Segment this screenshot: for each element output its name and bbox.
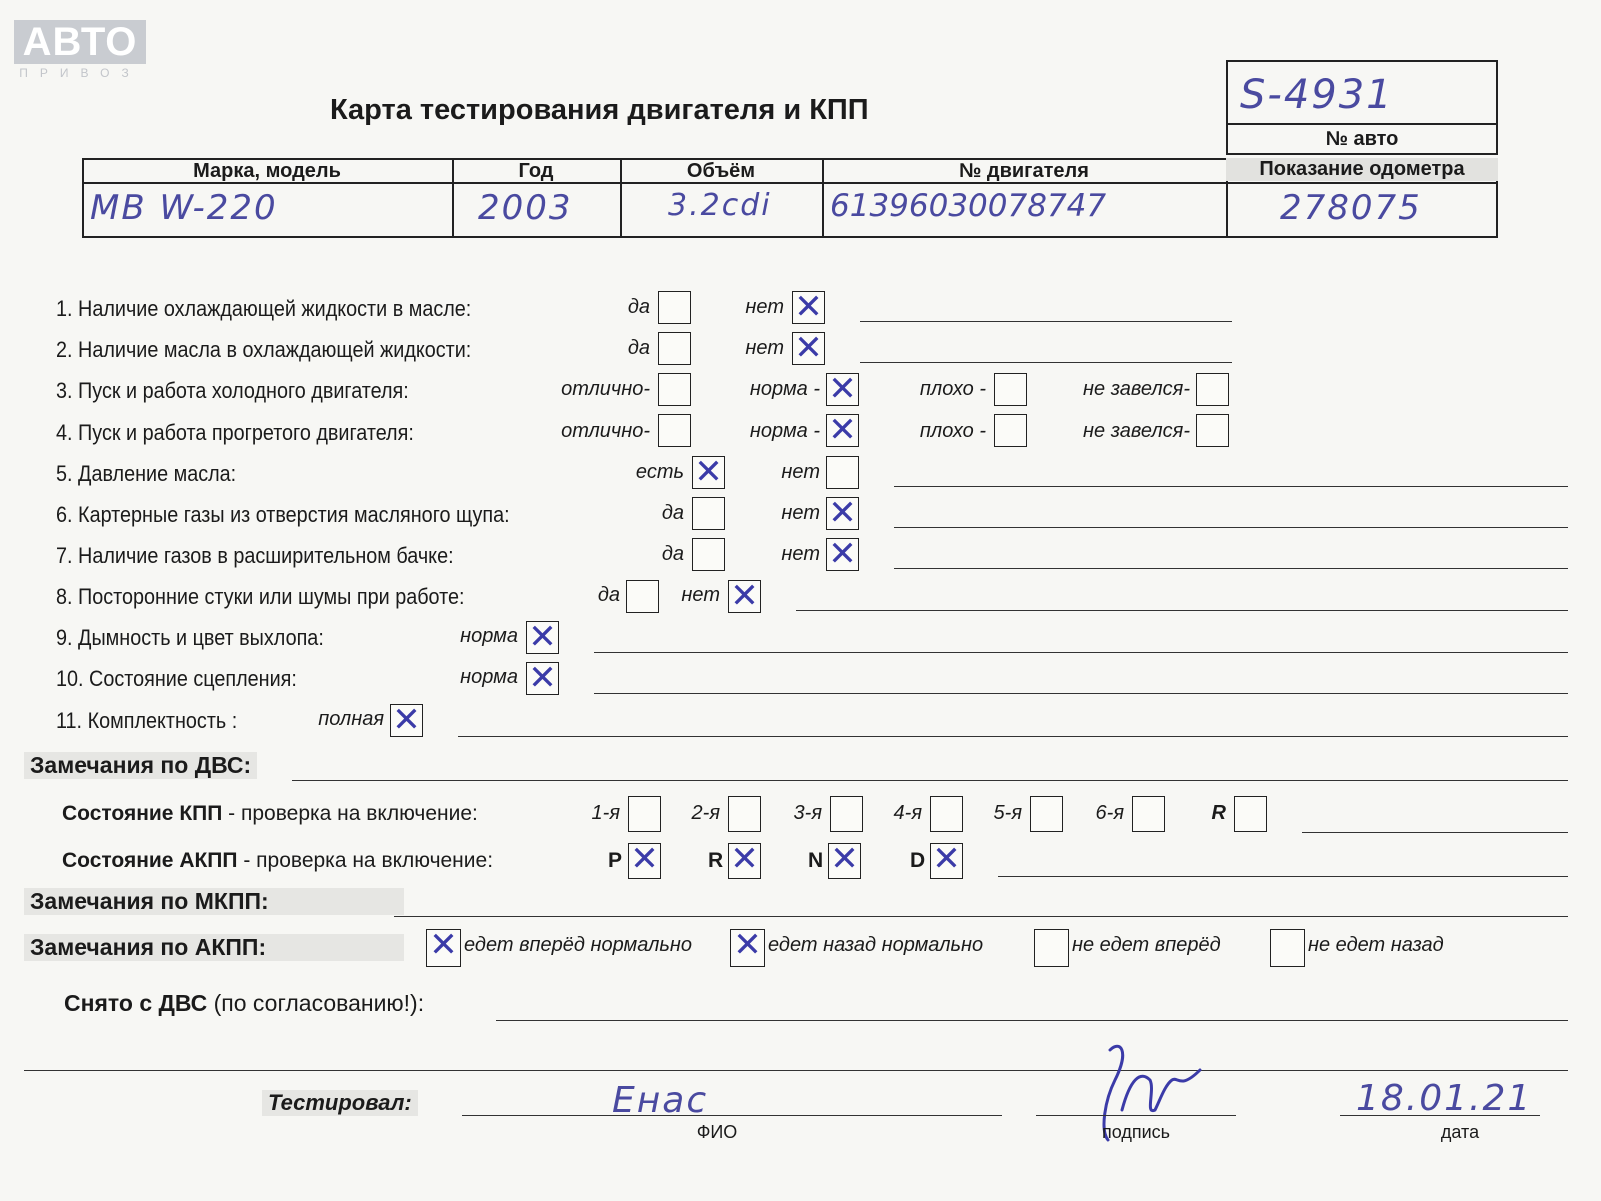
row-4-label: 4. Пуск и работа прогретого двигателя: [56, 420, 414, 445]
remarks-mkpp-label: Замечания по МКПП: [24, 888, 404, 915]
row-4-opt-1-checkbox[interactable] [658, 414, 691, 447]
row-3-opt-3-label: плохо - [919, 378, 986, 400]
akpp-no-backward-checkbox[interactable] [1270, 929, 1305, 967]
row-6-opt-2-label: нет [781, 502, 820, 524]
row-4-opt-4-label: не завелся- [1083, 420, 1190, 442]
akpp-forward-ok-label: едет вперёд нормально [464, 934, 693, 956]
removed-label: Снято с ДВС (по согласованию!): [64, 990, 425, 1016]
tested-label: Тестировал: [262, 1090, 418, 1116]
row-8-opt-2-label: нет [681, 584, 720, 606]
row-9-label: 9. Дымность и цвет выхлопа: [56, 625, 324, 650]
akpp-gear-d-checkbox[interactable]: ✕ [930, 843, 963, 879]
row-5-opt-2-label: нет [781, 461, 820, 483]
car-number-value: S-4931 [1240, 72, 1394, 118]
akpp-no-forward-checkbox[interactable] [1034, 929, 1069, 967]
row-5-opt-2-checkbox[interactable] [826, 456, 859, 489]
row-8-opt-1-checkbox[interactable] [626, 580, 659, 613]
row-4-opt-2-checkbox[interactable]: ✕ [826, 414, 859, 447]
col-volume: Объём [686, 160, 756, 182]
kpp-gear-5-label: 5-я [993, 802, 1022, 824]
kpp-gear-3-label: 3-я [793, 802, 822, 824]
kpp-gear-6-label: 6-я [1095, 802, 1124, 824]
car-number-label: № авто [1325, 128, 1399, 150]
row-10-opt-1-label: норма [460, 666, 518, 688]
kpp-gear-3-checkbox[interactable] [830, 796, 863, 832]
kpp-gear-r-label: R [1211, 802, 1226, 824]
row-4-opt-4-checkbox[interactable] [1196, 414, 1229, 447]
row-9-opt-1-label: норма [460, 625, 518, 647]
col-year: Год [518, 160, 554, 182]
row-3-label: 3. Пуск и работа холодного двигателя: [56, 378, 409, 403]
row-2-opt-1-checkbox[interactable] [658, 332, 691, 365]
row-1-opt-2-label: нет [745, 296, 784, 318]
row-7-opt-2-checkbox[interactable]: ✕ [826, 538, 859, 571]
kpp-gear-6-checkbox[interactable] [1132, 796, 1165, 832]
remarks-akpp-label: Замечания по АКПП: [24, 934, 404, 961]
akpp-gear-r-label: R [708, 849, 724, 872]
row-1-label: 1. Наличие охлаждающей жидкости в масле: [56, 296, 472, 321]
kpp-gear-5-checkbox[interactable] [1030, 796, 1063, 832]
row-6-opt-1-label: да [661, 502, 684, 524]
row-7-opt-2-label: нет [781, 543, 820, 565]
akpp-forward-ok-checkbox[interactable]: ✕ [426, 929, 461, 967]
col-odometer: Показание одометра [1226, 158, 1498, 181]
row-4-opt-2-label: норма - [749, 420, 820, 442]
akpp-gear-n-label: N [808, 849, 824, 872]
kpp-gear-r-checkbox[interactable] [1234, 796, 1267, 832]
akpp-label: Состояние АКПП - проверка на включение: [62, 849, 494, 872]
kpp-gear-1-checkbox[interactable] [628, 796, 661, 832]
row-8-opt-2-checkbox[interactable]: ✕ [728, 580, 761, 613]
value-volume: 3.2cdi [668, 188, 772, 223]
row-3-opt-2-label: норма - [749, 378, 820, 400]
logo-subtitle: ПРИВОЗ [19, 66, 141, 80]
remarks-engine-label: Замечания по ДВС: [24, 752, 257, 779]
row-5-opt-1-label: есть [635, 461, 684, 483]
test-date: 18.01.21 [1356, 1078, 1533, 1119]
row-2-opt-2-checkbox[interactable]: ✕ [792, 332, 825, 365]
row-4-opt-3-checkbox[interactable] [994, 414, 1027, 447]
row-11-opt-1-label: полная [318, 708, 384, 730]
row-7-opt-1-label: да [661, 543, 684, 565]
row-6-label: 6. Картерные газы из отверстия масляного щупа: [56, 502, 510, 527]
row-6-opt-1-checkbox[interactable] [692, 497, 725, 530]
tester-name: Енас [612, 1080, 709, 1121]
row-7-label: 7. Наличие газов в расширительном бачке: [56, 543, 454, 568]
row-3-opt-4-checkbox[interactable] [1196, 373, 1229, 406]
name-caption: ФИО [696, 1122, 738, 1142]
akpp-gear-p-label: P [608, 849, 623, 872]
col-engine-number: № двигателя [959, 160, 1089, 182]
akpp-gear-d-label: D [910, 849, 926, 872]
kpp-gear-4-checkbox[interactable] [930, 796, 963, 832]
row-5-label: 5. Давление масла: [56, 461, 237, 486]
logo: АВТО [14, 20, 146, 64]
row-7-opt-1-checkbox[interactable] [692, 538, 725, 571]
row-10-label: 10. Состояние сцепления: [56, 666, 297, 691]
row-8-label: 8. Посторонние стуки или шумы при работе: [56, 584, 465, 609]
akpp-gear-n-checkbox[interactable]: ✕ [828, 843, 861, 879]
value-year: 2003 [478, 188, 573, 228]
akpp-no-backward-label: не едет назад [1308, 934, 1444, 956]
signature-caption: подпись [1101, 1122, 1171, 1142]
kpp-gear-2-checkbox[interactable] [728, 796, 761, 832]
row-2-label: 2. Наличие масла в охлаждающей жидкости: [56, 337, 472, 362]
value-brand-model: MB W-220 [90, 188, 278, 228]
kpp-gear-2-label: 2-я [691, 802, 720, 824]
akpp-backward-ok-label: едет назад нормально [768, 934, 984, 956]
akpp-gear-r-checkbox[interactable]: ✕ [728, 843, 761, 879]
row-4-opt-3-label: плохо - [919, 420, 986, 442]
akpp-no-forward-label: не едет вперёд [1072, 934, 1221, 956]
row-5-opt-1-checkbox[interactable]: ✕ [692, 456, 725, 489]
row-6-opt-2-checkbox[interactable]: ✕ [826, 497, 859, 530]
row-2-opt-2-label: нет [745, 337, 784, 359]
row-3-opt-1-checkbox[interactable] [658, 373, 691, 406]
row-10-opt-1-checkbox[interactable]: ✕ [526, 662, 559, 695]
value-engine-number: 61396030078747 [830, 188, 1107, 224]
row-11-label: 11. Комплектность : [56, 708, 238, 733]
value-odometer: 278075 [1280, 188, 1422, 228]
kpp-gear-1-label: 1-я [591, 802, 620, 824]
row-2-opt-1-label: да [627, 337, 650, 359]
row-4-opt-1-label: отлично- [561, 420, 650, 442]
row-1-opt-1-checkbox[interactable] [658, 291, 691, 324]
page-title: Карта тестирования двигателя и КПП [330, 94, 869, 126]
row-9-opt-1-checkbox[interactable]: ✕ [526, 621, 559, 654]
kpp-gear-4-label: 4-я [893, 802, 922, 824]
date-caption: дата [1440, 1122, 1480, 1142]
row-11-opt-1-checkbox[interactable]: ✕ [390, 704, 423, 737]
akpp-gear-p-checkbox[interactable]: ✕ [628, 843, 661, 879]
col-brand-model: Марка, модель [193, 160, 341, 182]
row-3-opt-3-checkbox[interactable] [994, 373, 1027, 406]
row-8-opt-1-label: да [597, 584, 620, 606]
akpp-backward-ok-checkbox[interactable]: ✕ [730, 929, 765, 967]
row-3-opt-1-label: отлично- [561, 378, 650, 400]
kpp-label: Состояние КПП - проверка на включение: [62, 802, 478, 825]
row-3-opt-2-checkbox[interactable]: ✕ [826, 373, 859, 406]
row-1-opt-1-label: да [627, 296, 650, 318]
row-3-opt-4-label: не завелся- [1083, 378, 1190, 400]
row-1-opt-2-checkbox[interactable]: ✕ [792, 291, 825, 324]
